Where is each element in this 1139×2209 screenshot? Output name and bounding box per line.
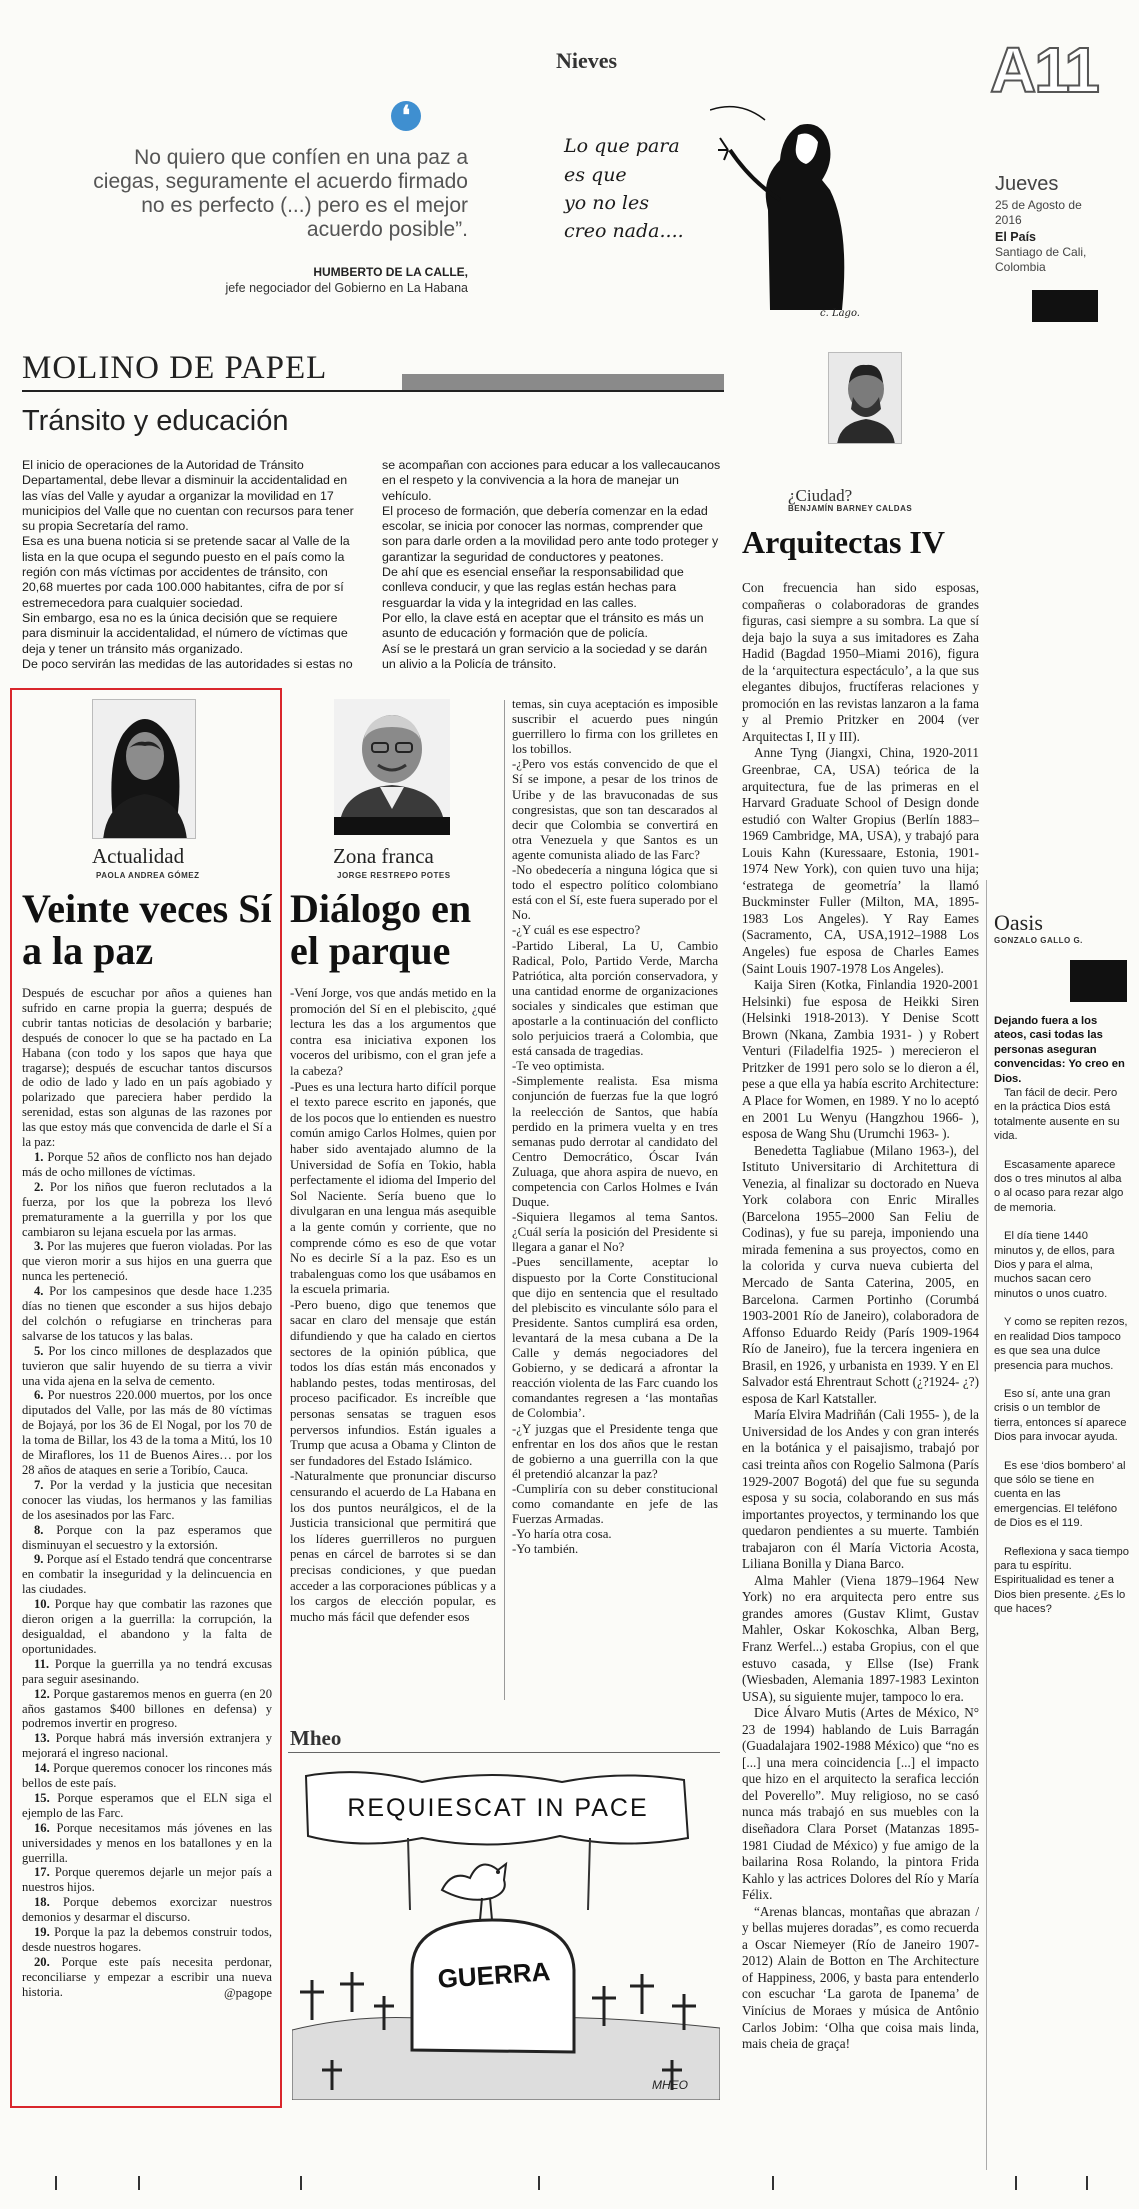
reason-text: Por los niños que fueron reclutados a la fuerza, por los que la pobreza los llevó prematuramente a la guerrilla y por los que cambiaron su lejana escuela por las armas.	[22, 1179, 272, 1239]
reason-text: Porque la paz la debemos construir todos, desde nuestros hogares.	[22, 1925, 272, 1954]
reason-number: 7.	[34, 1477, 44, 1492]
oasis-p7: Reflexiona y saca tiempo para tu espíritu. Espiritualidad es tener a Dios bien presente. ¿Es lo que haces?	[994, 1545, 1129, 1616]
zona-col2-p13: -Yo también.	[512, 1542, 579, 1557]
ciudad-title: Arquitectas IV	[742, 524, 945, 560]
zona-col2-p8: -Siquiera llegamos al tema Santos. ¿Cuál sería la posición del Presidente si llegara a ganar el No?	[512, 1210, 718, 1255]
date-day: Jueves	[995, 173, 1059, 195]
registration-tick-6	[1015, 2176, 1017, 2190]
author-photo-barney	[828, 352, 902, 444]
zona-col2-p4: -¿Y cuál es ese espectro?	[512, 923, 641, 938]
zona-col2-p5: -Partido Liberal, La U, Cambio Radical, Polo, Partido Verde, Marcha Patriótica, alta porción conservadora, y una cantidad enorme de organizaciones sociales y sindicales que estiman que apostarle a la continuación del conflicto solo perjuicios traerá a Colombia, que está cansada de tragedias.	[512, 938, 718, 1059]
registration-marks	[0, 2170, 1139, 2200]
oasis-author: GONZALO GALLO G.	[994, 936, 1083, 945]
molino-grey-bar	[402, 374, 724, 390]
header-black-box	[1032, 290, 1098, 322]
mheo-tomb-text: GUERRA	[436, 1956, 552, 1994]
ciudad-p4: Benedetta Tagliabue (Milano 1963-), del Istituto Universitario di Architettura di Venezia, al finalizar su doctorado en Nueva York colabora con Enric Miralles (Barcelona 1955–2000 San Feliu de Codinas), y fue su pareja, imponiendo una mirada femenina a sus proyectos, como en la colorida y curva nueva cubierta del Mercado de Santa Caterina, 2005, en Barcelona. Carmen Portinho (Corumbá 1903-2001 Río de Janeiro), colaboradora de Affonso Eduardo Reidy (París 1909-1964 Río de Janeiro), fue la tercera ingeniera en Brasil, en 1926, y urbanista en 1939. Y en El Salvador está Ehrentraut Schott (¿?1924- ¿?) esposa de Karl Katstaller.	[742, 1142, 979, 1406]
zona-col-2	[512, 697, 718, 1557]
zona-column-divider	[504, 700, 505, 1700]
cartoon-nieves-title: Nieves	[556, 48, 618, 73]
ciudad-p7: Dice Álvaro Mutis (Artes de México, N° 23 de 1994) hablando de Luis Barragán (Guadalajara 1902-1988 México) que “no es [...] una mera coincidencia [...] el impacto que hizo en el arquitecto la serafica lección del Poverello”. Muy religioso, no se casó nunca más trabajó en sus muebles con la diseñadora Clara Porset (Matanzas 1895-1981 Ciudad de México) y fue amigo de la bailarina Rosa Rolando, la pintora Frida Kahlo y las actrices Dolores del Río y María Félix.	[742, 1705, 979, 1903]
reason-text: Porque debemos exorcizar nuestros demonios y desarmar el discurso.	[22, 1895, 272, 1925]
reason-item	[22, 1791, 272, 1821]
molino-col2-p3: De ahí que es esencial enseñar la responsabilidad que conlleva conducir, y que las reglas están hechas para resguardar la vida y la integridad en las calles.	[382, 565, 684, 610]
reason-number: 4.	[34, 1284, 44, 1299]
reason-text: Porque este país necesita perdonar, reconciliarse y empezar a escribir una nueva historia.	[22, 1954, 272, 1999]
oasis-p4: Y como se repiten rezos, en realidad Dios tampoco es que sea una dulce presencia para muchos.	[994, 1316, 1128, 1372]
reason-number: 11.	[34, 1656, 50, 1671]
zona-col2-p7: -Simplemente realista. Esa misma conjunción de fuerzas fue la que logró la reelección de Santos, que había perdido en la primera vuelta y en tres semanas pudo derrotar al candidato del Centro Democrático, Óscar Iván Zuluaga, que ahora aspira de nuevo, en competencia con Carlos Holmes e Iván Duque.	[512, 1074, 718, 1210]
quote-author-role: jefe negociador del Gobierno en La Habana	[225, 281, 468, 295]
actualidad-author: PAOLA ANDREA GÓMEZ	[96, 871, 200, 880]
ciudad-p1: Con frecuencia han sido esposas, compañeras o colaboradoras de grandes figuras, casi siempre a su sombra. La que sí deja bajo la suya a sus imitadores es Zaha Hadid (Bagdad 1950–Miami 2016), figura de la ‘arquitectura espectáculo’, a la que sus elegantes dibujos, fructíferas relaciones y promoción en las revistas lanzaron a la fama y al Premio Pritzker en 2004 (ver Arquitectas I, II y III).	[742, 580, 979, 744]
reason-text: Porque habrá más inversión extranjera y mejorará el ingreso nacional.	[22, 1731, 272, 1761]
ciudad-body	[742, 580, 979, 2053]
cartoon-nieves-signature: c. Lago.	[820, 308, 860, 319]
molino-col1-p3: Sin embargo, esa no es la única decisión que se requiere para disminuir la accidentalidad, el número de víctimas que deja y tener un tránsito más organizado.	[22, 610, 348, 656]
reason-item	[22, 1657, 272, 1687]
zona-col1-p3: -Pero bueno, digo que tenemos que sacar en claro del mensaje que están difundiendo y que ha calado en ciertos sectores de la opinión pública, que todos los días están más enconados y hablando pestes, todas mentirosas, del proceso pacificador. Es increíble que personas sensatas se traguen esos perversos infundios. Están iguales a Trump que acusa a Obama y Clinton de ser fundadores del Estado Islámico.	[290, 1297, 496, 1468]
reason-text: Por los cinco millones de desplazados que tuvieron que salir huyendo de su tierra a vivir una vida ajena en la selva de cemento.	[22, 1343, 272, 1388]
actualidad-reasons-list	[22, 1150, 272, 2000]
registration-tick-4	[538, 2176, 540, 2190]
ciudad-p8: “Arenas blancas, montañas que abrazan / y bellas mujeres doradas”, es como recuerda a Oscar Niemeyer (Río de Janeiro 1907-2012) Alain de Botton en The Architecture of Happiness, 2006, y basta para entenderlo con escuchar ‘La garota de Ipanema’ de Vinícius de Moraes y música de Antônio Carlos Jobim: ‘Olha que coisa mais linda, mais cheia de graça!	[742, 1903, 979, 2052]
actualidad-body	[22, 986, 272, 2001]
reason-number: 1.	[34, 1149, 44, 1164]
reason-text: Porque hay que combatir las razones que dieron origen a la guerrilla: la corrupción, la desigualdad, el abandono y la falta de oportunidades.	[22, 1597, 273, 1656]
reason-item	[22, 1552, 272, 1597]
reason-text: Porque la guerrilla ya no tendrá excusas para seguir asesinando.	[22, 1656, 272, 1686]
reason-text: Porque 52 años de conflicto nos han dejado más de ocho millones de víctimas.	[22, 1149, 272, 1179]
reason-number: 16.	[34, 1820, 50, 1835]
actualidad-intro: Después de escuchar por años a quienes han sufrido en carne propia la guerra; después de cubrir tantas noticias de desolación y barbarie; después de conocer lo que se ha pactado en La Habana (con todo y los sapos que haya que tragarse); después de escuchar tantos discursos de odio de lado y lado en un país agobiado y polarizado que pareciera haber perdido la serenidad, estas son algunas de las razones por las que estoy más que convencida de darle el Sí a la paz:	[22, 986, 272, 1150]
quote-text: No quiero que confíen en una paz a ciegas, seguramente el acuerdo firmado no es perfecto (...) pero es el mejor acuerdo posible”.	[93, 146, 468, 241]
author-photo-restrepo-figure	[334, 699, 450, 821]
reason-item	[22, 1284, 272, 1344]
zona-col2-p1: temas, sin cuya aceptación es imposible suscribir el acuerdo pues ningún guerrillero lo firma con los grilletes en los tobillos.	[512, 697, 718, 757]
author-photo-restrepo	[334, 699, 450, 821]
reason-text: Porque queremos dejarle un mejor país a nuestros hijos.	[22, 1865, 272, 1895]
zona-col2-p10: -¿Y juzgas que el Presidente tenga que enfrentar en los dos años que le restan de gobierno a una guerrilla con la que él pretendió alcanzar la paz?	[512, 1421, 718, 1481]
reason-item	[22, 1523, 272, 1553]
reason-number: 12.	[34, 1686, 50, 1701]
ciudad-p6: Alma Mahler (Viena 1879–1964 New York) no era arquitecta pero entre sus grandes amores (Gustav Klimt, Gustav Mahler, Oskar Kokoschka, Alban Berg, Franz Werfel...) estaba Gropius, con el que estuvo casada, y Ellse (Ise) Frank (Wiesbaden, Alemania 1897-1983 Lexinton USA), su siguiente mujer, tampoco lo era.	[742, 1572, 979, 1704]
zona-title: Diálogo en el parque	[290, 886, 472, 973]
reason-number: 9.	[34, 1552, 44, 1567]
reason-item	[22, 1895, 272, 1925]
zona-photo-bar	[334, 817, 450, 835]
reason-text: Porque esperamos que el ELN siga el ejemplo de las Farc.	[22, 1790, 272, 1820]
reason-number: 10.	[34, 1597, 50, 1612]
oasis-black-bar	[1070, 960, 1127, 1002]
reason-number: 15.	[34, 1790, 50, 1805]
oasis-lead: Dejando fuera a los ateos, casi todas las personas aseguran convencidas: Yo creo en Dios.	[994, 1015, 1125, 1085]
reason-item	[22, 1388, 272, 1477]
dateline-location: Santiago de Cali, Colombia	[995, 245, 1087, 274]
reason-number: 18.	[34, 1895, 50, 1910]
zona-col2-p9: -Pues sencillamente, aceptar lo dispuesto por la Corte Constitucional que dijo en sentencia que el resultado del plebiscito es vinculante sólo para el Presidente. Santos cumplirá esa orden, levantará de la mesa cubana a De la Calle y demás negociadores del Gobierno, y se dedicará a afrontar la reacción violenta de las Farc cuando los comandantes regresen a ‘las montañas de Colombia’.	[512, 1255, 718, 1421]
reason-text: Porque así el Estado tendrá que concentrarse en combatir la inseguridad y la delincuencia en las ciudades.	[22, 1552, 273, 1597]
actualidad-signature: @pagope	[224, 1985, 272, 2000]
ciudad-p5: María Elvira Madriñán (Cali 1955- ), de la Universidad de los Andes y con gran interés en la botánica y el paisajismo, trabajó por casi treinta años con Rogelio Salmona (París 1929-2007 Bogotá) del que fue su segunda esposa y su socia, colaborando en sus más importantes proyectos, y terminando los que quedaron pendientes a su muerte. También trabajaron con él María Victoria Acosta, Liliana Bonilla y Diana Barco.	[742, 1407, 979, 1572]
reason-text: Porque gastaremos menos en guerra (en 20 años gastamos $400 billones en defensa) y podremos invertir en progreso.	[22, 1686, 273, 1731]
reason-item	[22, 1821, 272, 1866]
molino-title: Tránsito y educación	[22, 405, 289, 437]
molino-col-2	[382, 458, 724, 672]
reason-number: 8.	[34, 1522, 44, 1537]
zona-col1-p2: -Pues es una lectura harto difícil porque el texto parece escrito en japonés, que de los pocos que lo entienden es nuestro común amigo Carlos Holmes, quien por haber sido aventajado alumno de la Universidad de Sofía en Tokio, habla perfectamente el idioma del Imperio del Sol Naciente. Sería bueno que lo divulgaran en una lengua más asequible a la gente común y corriente, que no comprende cómo es eso de que votar No es decirle Sí a la paz. Eso es un trabalenguas como los que usábamos en la escuela primaria.	[290, 1079, 496, 1297]
molino-col1-p1: El inicio de operaciones de la Autoridad de Tránsito Departamental, debe llevar a disminuir la accidentalidad en las vías del Valle y ayudar a organizar la movilidad en 17 municipios del Valle que no cuentan con recursos para tener su propia Secretaría del ramo.	[22, 458, 354, 534]
reason-number: 13.	[34, 1731, 50, 1746]
reason-text: Porque con la paz esperamos que disminuyan el secuestro y la extorsión.	[22, 1522, 272, 1552]
cartoon-nieves-line-1: Lo que para	[564, 135, 680, 157]
reason-item	[22, 1687, 272, 1732]
registration-tick-2	[138, 2176, 140, 2190]
mheo-rule	[288, 1752, 720, 1753]
reason-number: 14.	[34, 1761, 50, 1776]
zona-col2-p11: -Cumpliría con su deber constitucional como comandante en jefe de las Fuerzas Armadas.	[512, 1481, 718, 1527]
molino-rule-top	[22, 390, 724, 392]
molino-section-title: MOLINO DE PAPEL	[22, 350, 328, 386]
molino-col2-p2: El proceso de formación, que debería comenzar en la edad escolar, se inicia por conocer las normas, comprender que son para darle orden a la movilidad pero ante todo proteger y garantizar la seguridad de conductores y peatones.	[382, 503, 719, 564]
molino-col1-p2: Esa es una buena noticia si se pretende sacar al Valle de la lista en la que ocupa el segundo puesto en el país como la región con más víctimas por accidentes de tránsito, con 20,68 muertes por cada 100.000 habitantes, cifra de por sí estremecedora para cualquier sociedad.	[22, 534, 350, 610]
reason-text: Porque queremos conocer los rincones más bellos de este país.	[22, 1761, 272, 1791]
zona-col2-p3: -No obedecería a ninguna lógica que si todo el espectro político colombiano está con el Sí, este fuera superado por el No.	[512, 863, 718, 923]
registration-tick-5	[772, 2176, 774, 2190]
molino-col-1	[22, 458, 360, 672]
ciudad-kicker: ¿Ciudad?	[788, 486, 853, 505]
reason-item	[22, 1344, 272, 1389]
ciudad-p3: Kaija Siren (Kotka, Finlandia 1920-2001 Helsinki) fue esposa de Heikki Siren (Helsinki 1918-2013). Y Denise Scott Brown (Nkana, Zambia 1931- ) y Robert Venturi (Filadelfia 1925- ) merecieron el Pritzker de 1991 pero solo se lo dieron a él, pese a que ella ya había escrito Architecture: A Place for Women, en 1989. Y no lo aceptó en 2001 Lu Wenyu (Hangzhou 1966- ), esposa de Wang Shu (Urumchi 1963- ).	[742, 977, 979, 1142]
date-full: 25 de Agosto de 2016	[995, 198, 1082, 227]
reason-item	[22, 1731, 272, 1761]
registration-tick-1	[55, 2176, 57, 2190]
reason-number: 19.	[34, 1925, 50, 1940]
zona-section: Zona franca	[333, 844, 434, 868]
reason-item	[22, 1865, 272, 1895]
oasis-p1: Tan fácil de decir. Pero en la práctica Dios está totalmente ausente en su vida.	[994, 1087, 1120, 1143]
cartoon-nieves-line-2: es que	[564, 164, 627, 186]
reason-text: Porque necesitamos más jóvenes en las universidades y menos en los batallones y en la guerrilla.	[22, 1820, 272, 1865]
molino-col2-p5: Así se le prestará un gran servicio a la sociedad y se darán un alivio a la Policía de tránsito.	[382, 641, 708, 671]
zona-col2-p6: -Te veo optimista.	[512, 1059, 605, 1074]
ciudad-author: BENJAMÍN BARNEY CALDAS	[788, 504, 913, 513]
reason-text: Por la verdad y la justicia que necesitan conocer las viudas, los hermanos y las familias de los asesinados por las Farc.	[22, 1477, 272, 1522]
page-header	[0, 0, 1139, 330]
oasis-p2: Escasamente aparece dos o tres minutos al alba o al ocaso para rezar algo de memoria.	[994, 1158, 1124, 1214]
reason-number: 17.	[34, 1865, 50, 1880]
registration-tick-3	[300, 2176, 302, 2190]
zona-col1-p1: -Vení Jorge, vos que andás metido en la promoción del Sí en el plebiscito, ¿qué lectura les das a los argumentos que contra esa iniciativa exponen los voceros del uribismo, con el gran jefe a la cabeza?	[290, 986, 496, 1078]
reason-number: 3.	[34, 1239, 44, 1254]
newspaper-name: El País	[995, 230, 1036, 244]
oasis-p3: El día tiene 1440 minutos y, de ellos, para Dios y para el alma, muchos sacan cero minutos o unos cuatro.	[994, 1230, 1115, 1300]
zona-col2-p12: -Yo haría otra cosa.	[512, 1527, 612, 1542]
molino-col2-p1: se acompañan con acciones para educar a los vallecaucanos en el respeto y la convivencia a la hora de manejar un vehículo.	[382, 458, 721, 503]
cartoon-nieves-figure	[710, 80, 870, 310]
zona-col1-p4: -Naturalmente que pronunciar discurso censurando el acuerdo de La Habana en los dos puntos neurálgicos, el de la Justicia transicional que permitirá que los líderes guerrilleros no purguen penas en cárcel de barrotes si se dan precisas condiciones, y que puedan acceder a las corporaciones públicas y a los cargos de elección popular, es mucho más fácil que defender esos	[290, 1469, 496, 1624]
reason-item	[22, 1925, 272, 1955]
quote-author: HUMBERTO DE LA CALLE,	[313, 265, 468, 279]
reason-item	[22, 1239, 272, 1284]
reason-item	[22, 1597, 272, 1657]
author-photo-barney-figure	[829, 353, 902, 444]
cartoon-nieves-line-4: creo nada....	[564, 220, 684, 242]
page-number: A11	[990, 34, 1098, 106]
author-photo-gomez-figure	[93, 700, 196, 839]
reason-item	[22, 1478, 272, 1523]
quote-icon: ❛	[391, 101, 421, 131]
zona-author: JORGE RESTREPO POTES	[337, 871, 451, 880]
ciudad-oasis-divider	[986, 880, 987, 2170]
reason-text: Por nuestros 220.000 muertos, por los once diputados del Valle, por las más de 80 víctimas de Bojayá, por los 36 de El Nogal, por los 70 de la toma de Billar, los 43 de la toma a Mitú, los 10 de Miraflores, los 11 de Buenos Aires… por los 28 años de ataques en serie a Toribío, Cauca.	[22, 1388, 272, 1477]
reason-text: Por los campesinos que desde hace 1.235 días no tienen que esconder a sus hijos debajo del colchón o refugiarse en trincheras para salvarse de los tatucos y las balas.	[22, 1284, 272, 1343]
oasis-section: Oasis	[994, 910, 1043, 935]
cartoon-nieves	[540, 80, 870, 325]
oasis-body	[994, 1086, 1129, 1631]
reason-text: Por las mujeres que fueron violadas. Por las que vieron morir a sus hijos en una guerra que nunca les perteneció.	[22, 1239, 272, 1284]
reason-item	[22, 1180, 272, 1240]
mheo-cartoon	[292, 1760, 720, 2100]
reason-number: 2.	[34, 1179, 44, 1194]
cartoon-nieves-line-3: yo no les	[564, 192, 649, 214]
zona-col-1	[290, 986, 496, 1625]
reason-number: 20.	[34, 1954, 50, 1969]
zona-col2-p2: -¿Pero vos estás convencido de que el Sí se impone, a pesar de los trinos de Uribe y de las bravuconadas de sus congresistas, que son tan descarados al decir que Colombia se convertirá en otra Venezuela y que Santos es un agente comunista aliado de las Farc?	[512, 757, 718, 862]
oasis-p5: Eso sí, ante una gran crisis o un temblor de tierra, entonces sí aparece Dios para invocar ayuda.	[994, 1387, 1127, 1444]
mheo-title: Mheo	[290, 1726, 342, 1750]
oasis-p6: Es ese ‘dios bombero’ al que sólo se tiene en cuenta en las emergencias. El teléfono de Dios es el 119.	[994, 1459, 1126, 1530]
reason-item	[22, 1761, 272, 1791]
reason-number: 5.	[34, 1343, 44, 1358]
mheo-signature: MHEO	[652, 2078, 688, 2092]
ciudad-p2: Anne Tyng (Jiangxi, China, 1920-2011 Greenbrae, CA, USA) teórica de la arquitectura, fue de las primeras en el Harvard Graduate School of Design donde estudió con Walter Gropius (Berlín 1883–1969 Cambridge, MA, USA), y trabajó para Louis Kahn (Kuressaare, Estonia, 1901-1974 New York), con quien tuvo una hija; ‘estratega de geometría’ la llamó Buckminster Fuller (Milton, MA, 1895-1983 Los Angeles). Y Ray Eames (Sacramento, CA, USA,1912–1988 Los Angeles) fue esposa de Charles Eames (Saint Louis 1907-1978 Los Angeles).	[742, 745, 979, 976]
reason-number: 6.	[34, 1388, 44, 1403]
registration-tick-7	[1086, 2176, 1088, 2190]
actualidad-title: Veinte veces Sí a la paz	[22, 886, 272, 973]
reason-item	[22, 1150, 272, 1180]
mheo-banner-text: REQUIESCAT IN PACE	[347, 1794, 649, 1822]
molino-col2-p4: Por ello, la clave está en aceptar que el tránsito es más un asunto de educación y formación que de policía.	[382, 610, 704, 641]
molino-col1-p4: De poco servirán las medidas de las autoridades si estas no	[22, 656, 353, 671]
author-photo-gomez	[92, 699, 196, 839]
actualidad-section: Actualidad	[92, 844, 185, 868]
